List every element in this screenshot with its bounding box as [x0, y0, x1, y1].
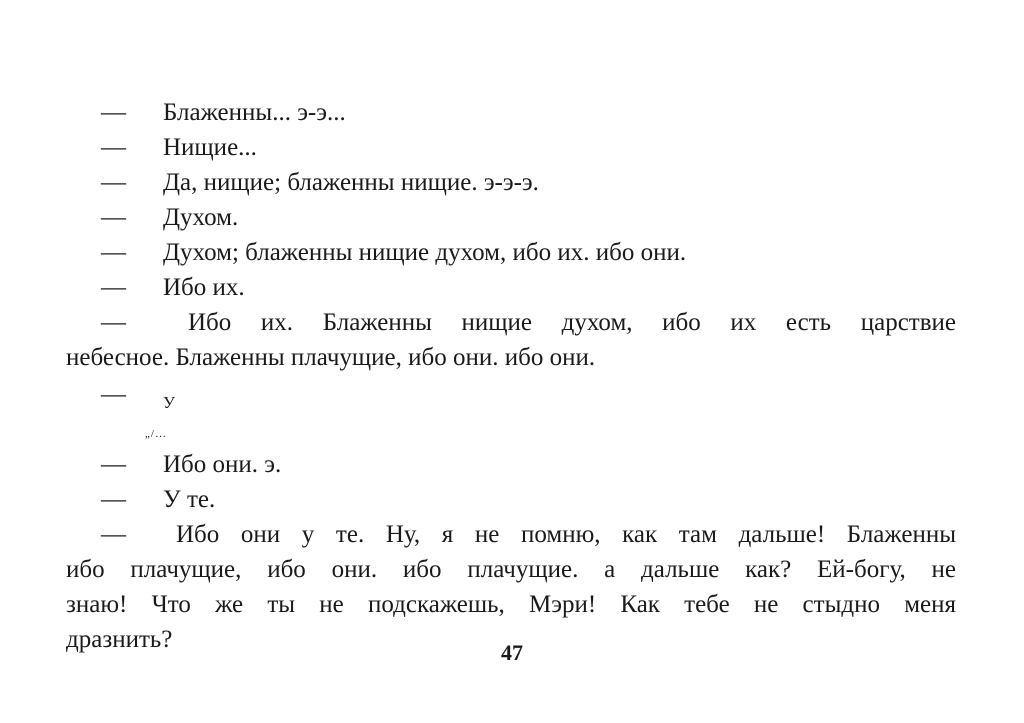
dash: —	[101, 239, 126, 266]
line-text: У те.	[163, 486, 216, 513]
line-text: Ибо они. э.	[163, 451, 282, 478]
page-number: 47	[501, 640, 523, 665]
line-text: ибо плачущие, ибо они. ибо плачущие. а дальше как? Ей-богу, не	[66, 556, 956, 583]
line-text: Да, нищие; блаженны нищие. э-э-э.	[163, 169, 539, 196]
dash: —	[101, 99, 126, 126]
dash: —	[101, 381, 126, 408]
dash: —	[101, 521, 126, 548]
small-letter: У	[163, 393, 176, 412]
dash: —	[101, 486, 126, 513]
line-text: Духом.	[163, 204, 239, 231]
dash: —	[101, 134, 126, 161]
line-text: небесное. Блаженны плачущие, ибо они. ибо они.	[66, 344, 596, 371]
dash: —	[101, 274, 126, 301]
dash: —	[101, 204, 126, 231]
dash: —	[101, 451, 126, 478]
line-text: дразнить?	[66, 626, 173, 653]
line-text: Ибо их. Блаженны нищие духом, ибо их есть царствие	[188, 309, 956, 336]
line-text: Ибо они у те. Ну, я не помню, как там дальше! Блаженны	[176, 521, 956, 548]
line-text: Ибо их.	[163, 274, 245, 301]
line-text: знаю! Что же ты не подскажешь, Мэри! Как тебе не стыдно меня	[66, 591, 956, 618]
tiny-mark: „/…	[145, 428, 167, 440]
line-text: Нищие...	[163, 134, 257, 161]
dash: —	[101, 169, 126, 196]
line-text: Блаженны... э-э...	[163, 99, 346, 126]
dash: —	[101, 309, 126, 336]
line-text: Духом; блаженны нищие духом, ибо их. ибо они.	[163, 239, 687, 266]
